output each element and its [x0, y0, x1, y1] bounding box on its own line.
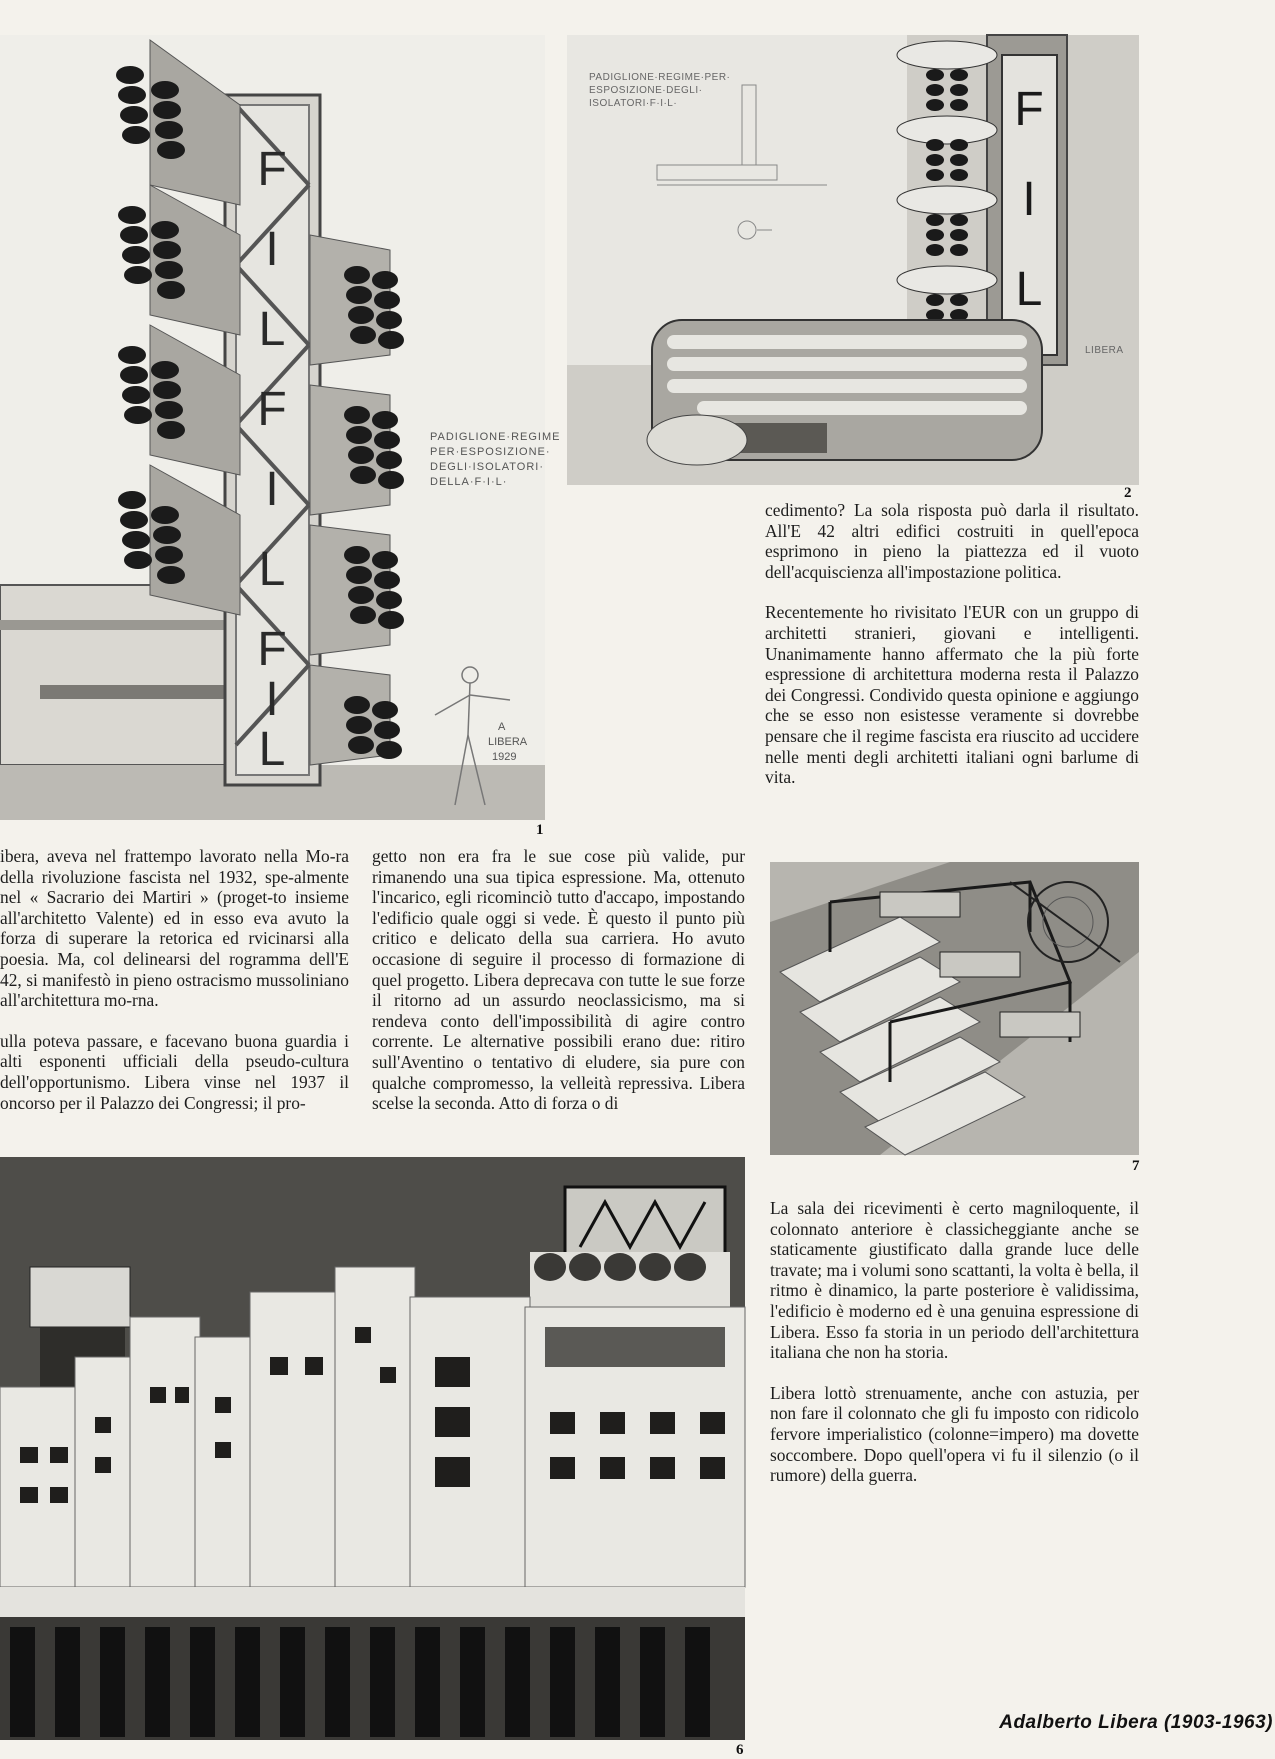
tower-letter: L: [258, 723, 286, 776]
figure-2-pavilion-drawing: [567, 35, 1139, 485]
inscription-line: DEGLI·ISOLATORI·: [430, 461, 545, 473]
signature: LIBERA: [1085, 345, 1124, 356]
paragraph: ulla poteva passare, e facevano buona guardia i alti esponenti ufficiali della pseudo-cultura dell'opportunismo. Libera vinse nel 1937 il oncorso per il Palazzo dei Congressi; il pro-: [0, 1030, 349, 1113]
paragraph: La sala dei ricevimenti è certo magniloquente, il colonnato anteriore è classicheggiante anche se staticamente giustificato dalla grande luce delle travate; ma i volumi sono scattanti, la volta è bella, il ritmo è dinamico, la parte posteriore è validissima, l'edificio è moderno ed è una genuina espressione di Libera. Esso fa storia in un periodo dell'architettura italiana che non ha storia.: [770, 1198, 1139, 1363]
figure-6-facade-model: [0, 1157, 745, 1740]
tower-letter: L: [258, 543, 286, 596]
text-column-right-bottom: [770, 1198, 1139, 1506]
figure-7-number: 7: [1132, 1158, 1140, 1174]
running-footer-title: Adalberto Libera (1903-1963): [999, 1712, 1273, 1733]
tower-letter: L: [258, 303, 286, 356]
slab-letter: L: [1015, 263, 1043, 316]
tower-letter: F: [257, 383, 287, 436]
slab-letter: I: [1022, 173, 1036, 226]
tower-letter: I: [265, 223, 279, 276]
tower-letter: I: [265, 673, 279, 726]
figure-1-tower-drawing: [0, 35, 561, 820]
figure-6-number: 6: [736, 1742, 744, 1758]
figure-7-staircase-model: [770, 862, 1139, 1155]
inscription-line: PADIGLIONE·REGIME·PER·: [589, 72, 731, 83]
paragraph: Recentemente ho rivisitato l'EUR con un gruppo di architetti stranieri, giovani e intelligenti. Unanimamente hanno affermato che la più forte espressione di architettura moderna resta il Palazzo dei Congressi. Condivido questa opinione e aggiungo che se esso non esistesse veramente si dovrebbe pensare che il regime fascista era riuscito ad uccidere nelle menti degli architetti italiani ogni barlume di vita.: [765, 602, 1139, 788]
tower-letter: F: [257, 623, 287, 676]
tower-letter: I: [265, 463, 279, 516]
slab-letter: F: [1014, 83, 1044, 136]
inscription-line: PER·ESPOSIZIONE·: [430, 446, 551, 458]
paragraph: cedimento? La sola risposta può darla il risultato. All'E 42 altri edifici costruiti in quell'epoca esprimono in pieno la piattezza ed il vuoto dell'acquiscienza all'impostazione politica.: [765, 500, 1139, 582]
signature: LIBERA: [488, 736, 528, 748]
figure-2-number: 2: [1124, 485, 1132, 501]
inscription-line: ESPOSIZIONE·DEGLI·: [589, 85, 703, 96]
signature: 1929: [492, 751, 517, 763]
text-column-right-top: [765, 500, 1139, 808]
figure-1-number: 1: [536, 822, 544, 838]
tower-letter: F: [257, 143, 287, 196]
signature: A: [498, 721, 506, 733]
text-column-left: [0, 846, 349, 1133]
inscription-line: ISOLATORI·F·I·L·: [589, 98, 678, 109]
inscription-line: DELLA·F·I·L·: [430, 476, 508, 488]
paragraph: getto non era fra le sue cose più valide, pur rimanendo una sua tipica espressione. Ma, ottenuto l'incarico, egli ricominciò tutto d'accapo, impostando l'edificio quale oggi si vede. È questo il punto più critico e delicato della sua carriera. Ho avuto occasione di seguire il processo di formazione di quel progetto. Libera deprecava con tutte le sue forze il ritorno ad un assurdo neoclassicismo, ma si rendeva conto dell'impossibilità di agire contro corrente. Le alternative possibili erano due: ritiro sull'Aventino o tentativo di eludere, sia pure con qualche compromesso, la velleità repressiva. Libera scelse la seconda. Atto di forza o di: [372, 846, 745, 1114]
text-column-middle: [372, 846, 745, 1134]
paragraph: Libera lottò strenuamente, anche con astuzia, per non fare il colonnato che gli fu imposto con ridicolo fervore imperialistico (colonne=impero) ma dovette soccombere. Dopo quell'opera vi fu il silenzio (o il rumore) della guerra.: [770, 1382, 1139, 1486]
paragraph: ibera, aveva nel frattempo lavorato nella Mo-ra della rivoluzione fascista nel 1932, spe-almente nel « Sacrario dei Martiri » (proget-to insieme all'architetto Valente) ed in esso eva avuto la forza di superare la retorica ed rvicinarsi alla poesia. Ma, col delinearsi del rogramma dell'E 42, si manifestò in pieno ostracismo mussoliniano all'architettura mo-rna.: [0, 846, 349, 1011]
inscription-line: PADIGLIONE·REGIME: [430, 431, 561, 443]
